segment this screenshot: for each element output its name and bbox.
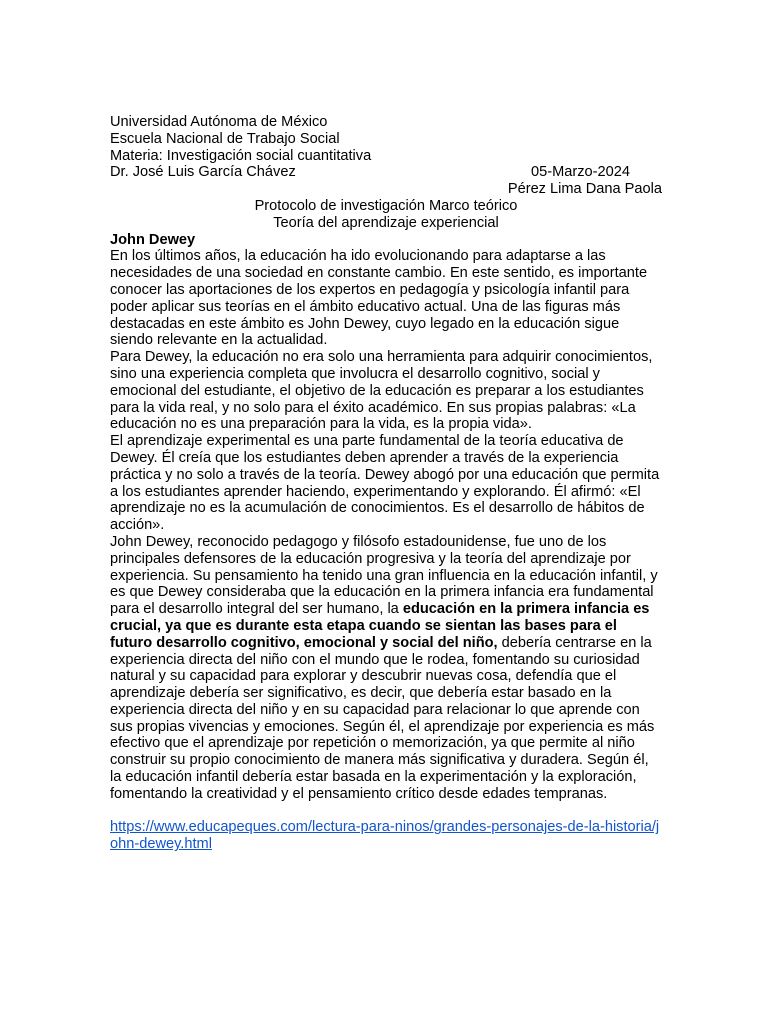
university-name: Universidad Autónoma de México	[110, 114, 328, 130]
paragraph-2: Para Dewey, la educación no era solo una herramienta para adquirir conocimientos, sino una experiencia completa que involucra el desarrollo cognitivo, social y emocional del estudiante, el objetivo de la educación es preparar a los estudiantes para la vida real, y no solo para el éxito académico. En sus propias palabras: «La educación no es una preparación para la vida, es la propia vida».	[110, 349, 653, 433]
reference-link[interactable]: https://www.educapeques.com/lectura-para-ninos/grandes-personajes-de-la-historia/john-dewey.html	[110, 819, 660, 853]
paragraph-4-end: debería centrarse en la experiencia directa del niño con el mundo que le rodea, fomentando su curiosidad natural y su capacidad para explorar y descubrir nuevas cosa, defendía que el aprendizaje debería ser significativo, es decir, que debería estar basado en la experiencia directa del niño y en su capacidad para relacionar lo que aprende con sus propias vivencias y emociones. Según él, el aprendizaje por experiencia es más efectivo que el aprendizaje por repetición o memorización, ya que permite al niño construir su propio conocimiento de manera más significativa y duradera. Según él, la educación infantil debería estar basada en la experimentación y la exploración, fomentando la creatividad y el pensamiento crítico desde edades tempranas.	[110, 634, 655, 802]
paragraph-4-bold: educación en la primera infancia es crucial, ya que es durante esta etapa cuando se sientan las bases para el futuro desarrollo cognitivo, emocional y social del niño,	[110, 601, 650, 651]
subject-line: Materia: Investigación social cuantitativa	[110, 147, 372, 164]
school-name: Escuela Nacional de Trabajo Social	[110, 130, 340, 147]
student-name: Pérez Lima Dana Paola	[507, 181, 662, 198]
paragraph-4-start: John Dewey, reconocido pedagogo y filósofo estadounidense, fue uno de los principales defensores de la educación progresiva y la teoría del aprendizaje por experiencia. Su pensamiento ha tenido una gran influencia en la educación infantil, y es que Dewey consideraba que la educación en la primera infancia era fundamental para el desarrollo integral del ser humano, la	[110, 533, 658, 618]
paragraph-3: El aprendizaje experimental es una parte fundamental de la teoría educativa de Dewey. Él creía que los estudiantes deben aprender a través de la experiencia práctica y no solo a través de la teoría. Dewey abogó por una educación que permita a los estudiantes aprender haciendo, experimentando y explorando. Él afirmó: «El aprendizaje no es la acumulación de conocimientos. Es el desarrollo de hábitos de acción».	[110, 433, 660, 534]
professor-name: Dr. José Luis García Chávez	[110, 164, 296, 181]
document-date: 05-Marzo-2024	[531, 164, 630, 181]
document-title: Protocolo de investigación Marco teórico	[254, 197, 518, 214]
professor-date-line	[110, 164, 662, 181]
document-subtitle: Teoría del aprendizaje experiencial	[273, 214, 499, 231]
blank-line	[110, 803, 662, 820]
document-page	[110, 114, 662, 853]
paragraph-1: En los últimos años, la educación ha ido evolucionando para adaptarse a las necesidades de una sociedad en constante cambio. En este sentido, es importante conocer las aportaciones de los expertos en pedagogía y psicología infantil para poder aplicar sus teorías en el ámbito educativo actual. Una de las figuras más destacadas en este ámbito es John Dewey, cuyo legado en la educación sigue siendo relevante en la actualidad.	[110, 248, 648, 349]
section-heading: John Dewey	[110, 231, 196, 248]
paragraph-4	[110, 534, 662, 803]
